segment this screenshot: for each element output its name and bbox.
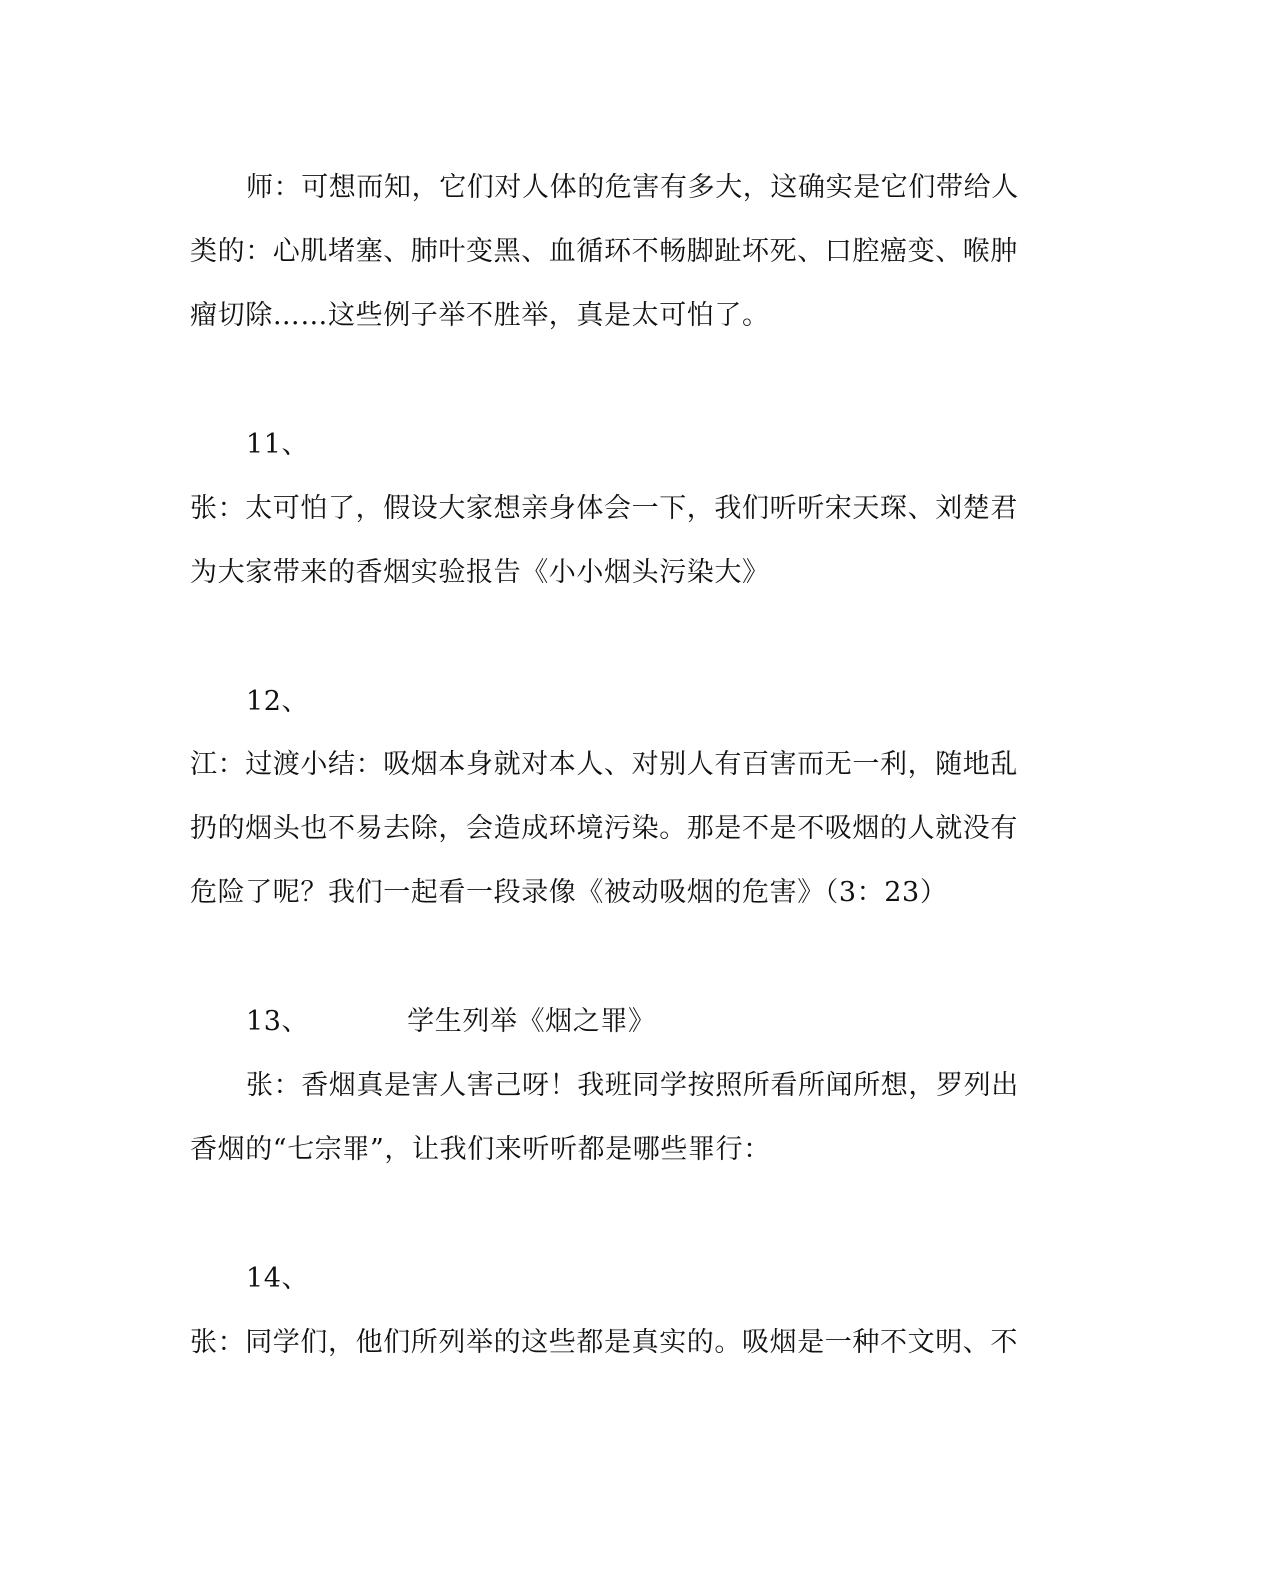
paragraph-line: 张：同学们，他们所列举的这些都是真实的。吸烟是一种不文明、不 xyxy=(190,1327,1018,1358)
paragraph-line: 类的：心肌堵塞、肺叶变黑、血循环不畅脚趾坏死、口腔癌变、喉肿 xyxy=(190,236,1018,267)
paragraph-line: 张：太可怕了，假设大家想亲身体会一下，我们听听宋天琛、刘楚君 xyxy=(190,493,1018,524)
paragraph-line: 为大家带来的香烟实验报告《小小烟头污染大》 xyxy=(190,557,770,588)
item-number: 13、 xyxy=(246,1006,310,1037)
paragraph-line: 江：过渡小结：吸烟本身就对本人、对别人有百害而无一利，随地乱 xyxy=(190,749,1018,780)
item-number: 12、 xyxy=(246,686,310,717)
item-heading-row xyxy=(246,1004,656,1040)
paragraph-line: 瘤切除……这些例子举不胜举，真是太可怕了。 xyxy=(190,300,770,331)
item-number: 14、 xyxy=(246,1263,310,1294)
paragraph-line: 师：可想而知，它们对人体的危害有多大，这确实是它们带给人 xyxy=(246,172,1019,203)
paragraph-line: 香烟的“七宗罪”，让我们来听听都是哪些罪行： xyxy=(190,1134,771,1165)
paragraph-line: 扔的烟头也不易去除，会造成环境污染。那是不是不吸烟的人就没有 xyxy=(190,813,1018,844)
paragraph-line: 危险了呢？我们一起看一段录像《被动吸烟的危害》（3：23） xyxy=(190,877,948,908)
item-heading: 学生列举《烟之罪》 xyxy=(407,1006,656,1037)
item-number: 11、 xyxy=(246,429,310,460)
paragraph-line: 张：香烟真是害人害己呀！我班同学按照所看所闻所想，罗列出 xyxy=(246,1070,1019,1101)
